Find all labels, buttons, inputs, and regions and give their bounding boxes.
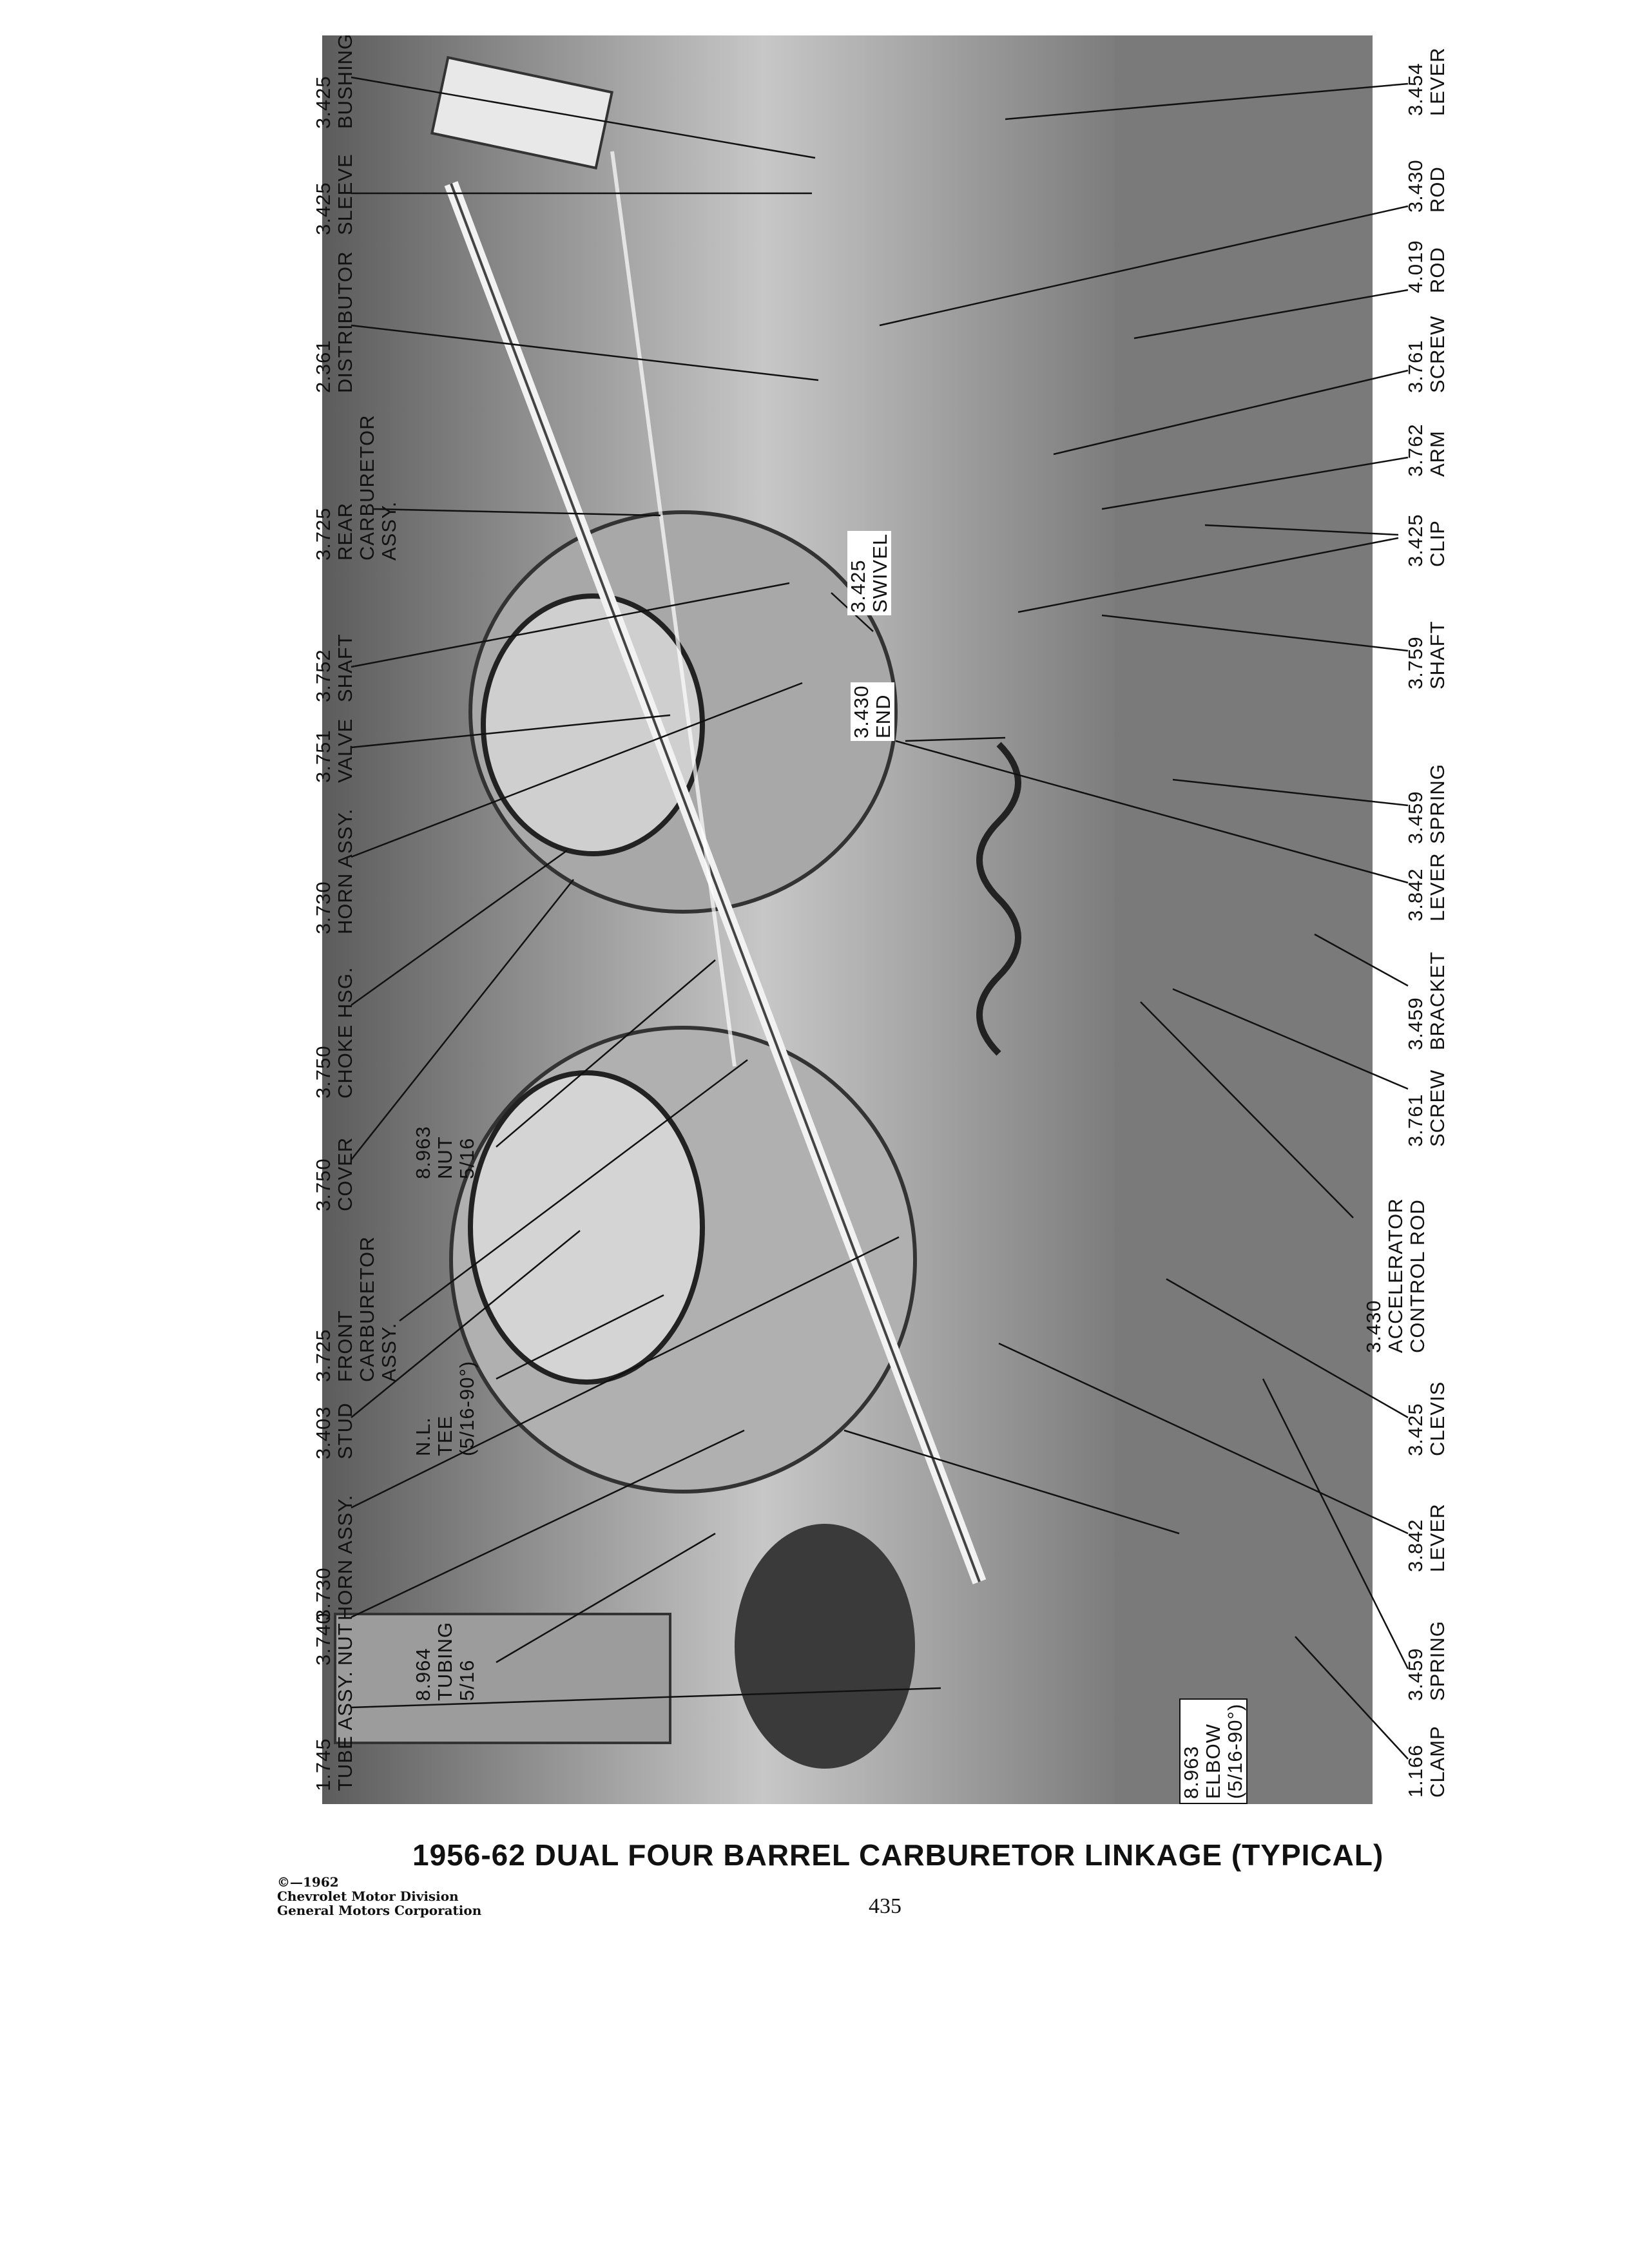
callout-clevis: 3.425 CLEVIS <box>1404 1381 1449 1456</box>
callout-rod-4-019: 4.019 ROD <box>1404 240 1449 293</box>
callout-clip: 3.425 CLIP <box>1404 514 1449 567</box>
photo-illustration <box>322 35 1373 1804</box>
callout-stud: 3.403 STUD <box>312 1402 356 1459</box>
callout-lever-bottom: 3.842 LEVER <box>1404 1503 1449 1572</box>
callout-choke-housing: 3.750 CHOKE HSG. <box>312 966 356 1099</box>
copyright-corporation: General Motors Corporation <box>277 1903 482 1918</box>
callout-shaft-right: 3.759 SHAFT <box>1404 620 1449 689</box>
callout-rear-carburetor: 3.725 REAR CARBURETOR ASSY. <box>312 414 400 561</box>
callout-elbow: 8.963 ELBOW (5/16-90°) <box>1179 1698 1248 1804</box>
callout-bracket: 3.459 BRACKET <box>1404 951 1449 1050</box>
callout-tube-assy: 1.745 TUBE ASSY. <box>312 1671 356 1791</box>
callout-accelerator-control-rod: 3.430 ACCELERATOR CONTROL ROD <box>1362 1198 1429 1353</box>
manifold-shadow <box>1115 35 1373 1804</box>
callout-spring-top: 3.459 SPRING <box>1404 764 1449 844</box>
callout-lever-mid: 3.842 LEVER <box>1404 852 1449 921</box>
callout-distributor: 2.361 DISTRIBUTOR <box>312 251 356 393</box>
callout-screw-top: 3.761 SCREW <box>1404 315 1449 393</box>
callout-tubing: 8.964 TUBING 5/16 <box>412 1621 478 1701</box>
callout-bushing: 3.425 BUSHING <box>312 33 356 129</box>
callout-tee: N.L. TEE (5/16-90°) <box>412 1360 478 1456</box>
callout-rod-3-430: 3.430 ROD <box>1404 159 1449 213</box>
callout-cover: 3.750 COVER <box>312 1137 356 1211</box>
figure-title: 1956-62 DUAL FOUR BARREL CARBURETOR LINKAGE (TYPICAL) <box>412 1838 1384 1872</box>
lever-plate <box>432 57 612 168</box>
callout-horn-assy-front: 3.730 HORN ASSY. <box>312 1494 356 1620</box>
callout-lever-top: 3.454 LEVER <box>1404 47 1449 116</box>
throttle-return-spring <box>979 744 1018 1053</box>
callout-spring-bottom: 3.459 SPRING <box>1404 1620 1449 1701</box>
callout-sleeve: 3.425 SLEEVE <box>312 153 356 235</box>
page-number: 435 <box>869 1894 901 1918</box>
callout-valve: 3.751 VALVE <box>312 718 356 783</box>
callout-end: 3.430 END <box>851 682 894 741</box>
front-air-horn <box>470 1073 702 1382</box>
callout-horn-assy-rear: 3.730 HORN ASSY. <box>312 808 356 934</box>
copyright-division: Chevrolet Motor Division <box>277 1888 459 1904</box>
hose-clamp <box>735 1524 915 1769</box>
copyright-year: ©—1962 <box>277 1874 339 1890</box>
callout-shaft: 3.752 SHAFT <box>312 633 356 702</box>
callout-swivel: 3.425 SWIVEL <box>847 531 891 615</box>
copyright-notice <box>277 1875 481 1917</box>
callout-nut: 3.740 NUT <box>312 1612 356 1666</box>
fuel-tube <box>335 1614 670 1743</box>
callout-screw-bottom: 3.761 SCREW <box>1404 1069 1449 1147</box>
callout-clamp: 1.166 CLAMP <box>1404 1725 1449 1798</box>
carburetor-linkage-photo <box>322 35 1373 1804</box>
callout-nut-5-16: 8.963 NUT 5/16 <box>412 1126 478 1179</box>
callout-front-carburetor: 3.725 FRONT CARBURETOR ASSY. <box>312 1236 400 1382</box>
rear-air-horn <box>483 596 702 854</box>
callout-arm: 3.762 ARM <box>1404 423 1449 477</box>
